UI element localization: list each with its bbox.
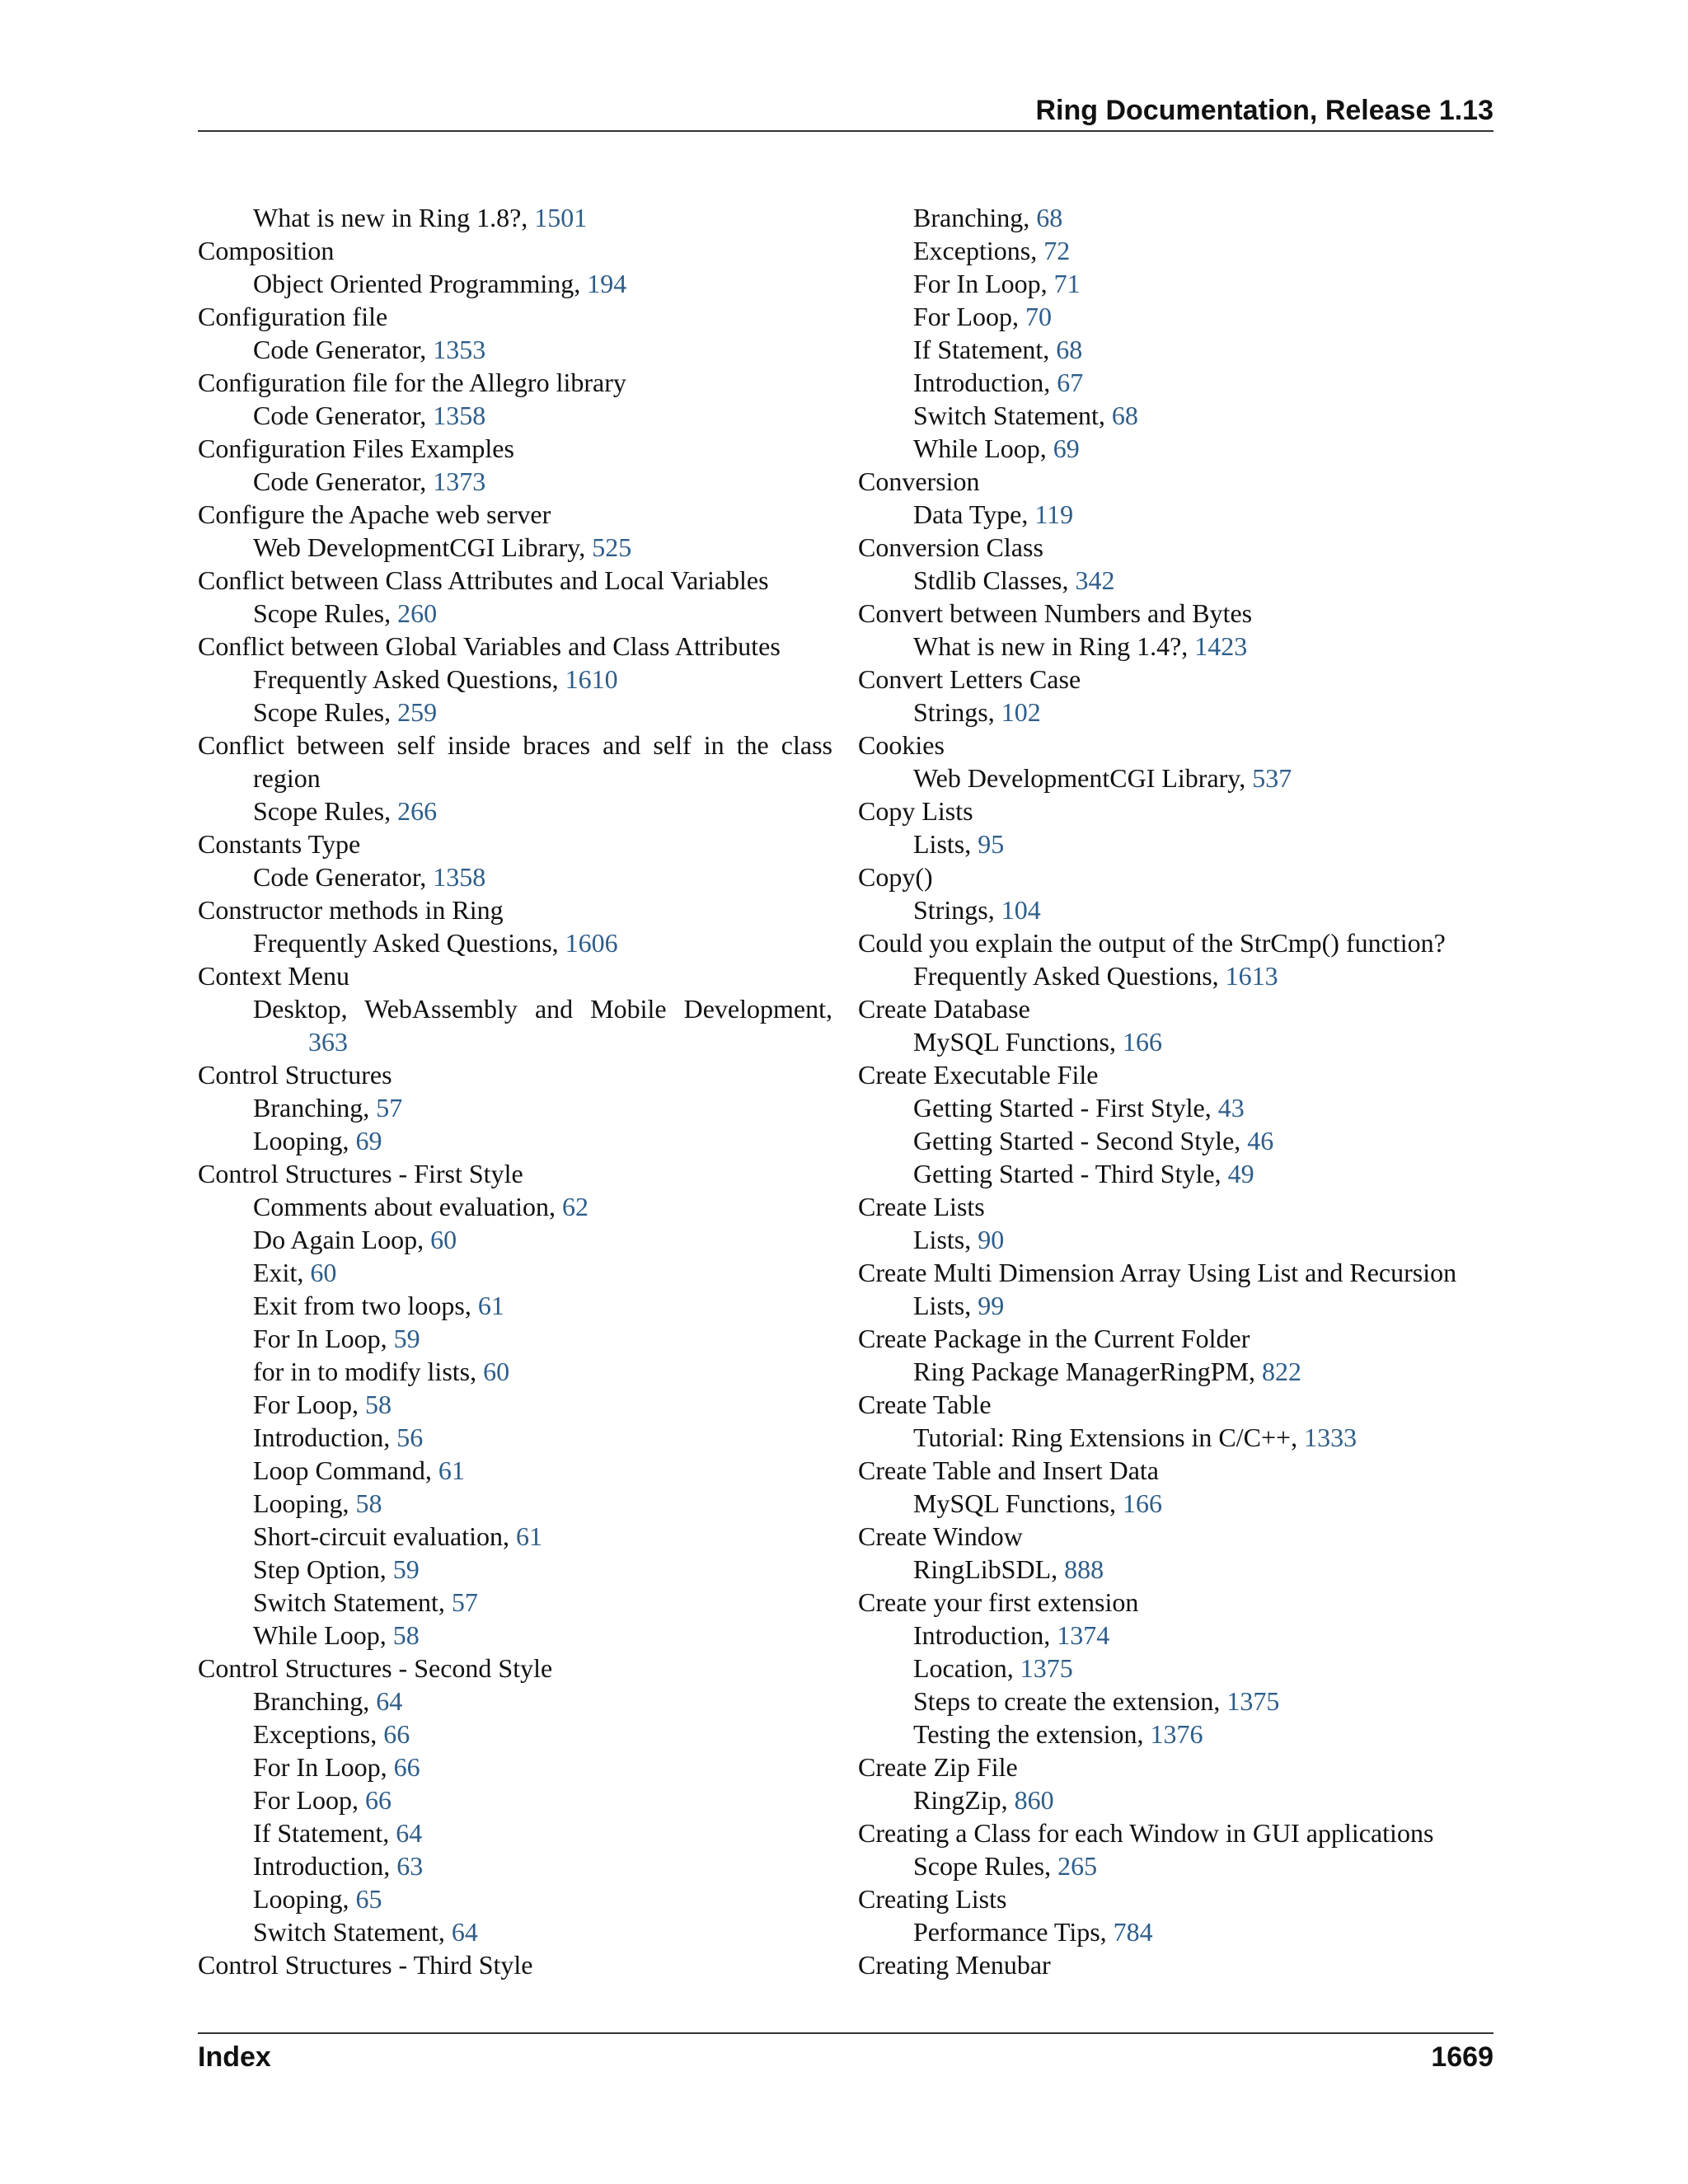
index-subentry-label: Web DevelopmentCGI Library, xyxy=(913,763,1253,793)
page-reference-link[interactable]: 64 xyxy=(376,1686,403,1716)
index-subentry xyxy=(198,1487,832,1520)
index-subentry-label: Looping, xyxy=(253,1884,356,1914)
index-subentry-label: Getting Started - First Style, xyxy=(913,1093,1218,1122)
page-reference-link[interactable]: 68 xyxy=(1036,203,1063,232)
index-term xyxy=(858,1058,1493,1091)
index-subentry xyxy=(198,1718,832,1750)
index-subentry xyxy=(858,762,1493,794)
index-subentry-label: Looping, xyxy=(253,1488,356,1518)
index-subentry xyxy=(198,597,832,630)
index-subentry xyxy=(198,794,832,827)
index-term-label: Composition xyxy=(198,236,335,265)
page-reference-link[interactable]: 66 xyxy=(383,1719,410,1749)
index-term-label: Create Executable File xyxy=(858,1060,1099,1090)
index-term-label: Constants Type xyxy=(198,829,361,859)
page-reference-link[interactable]: 56 xyxy=(396,1422,424,1452)
index-subentry-label: Ring Package ManagerRingPM, xyxy=(913,1357,1263,1386)
index-term-label: Constructor methods in Ring xyxy=(198,895,504,925)
index-subentry-label: RingZip, xyxy=(913,1785,1015,1815)
page-reference-link[interactable]: 65 xyxy=(355,1884,382,1914)
page-reference-link[interactable]: 59 xyxy=(393,1324,420,1353)
index-subentry xyxy=(858,1355,1493,1388)
index-term-label: Create Zip File xyxy=(858,1752,1018,1782)
index-subentry-label: For In Loop, xyxy=(253,1752,394,1782)
index-subentry-label: Scope Rules, xyxy=(253,598,398,628)
index-term-label: Control Structures - Second Style xyxy=(198,1653,553,1683)
index-subentry-label: Frequently Asked Questions, xyxy=(253,664,565,694)
index-term xyxy=(858,1388,1493,1421)
index-subentry xyxy=(198,926,832,959)
index-term xyxy=(198,1948,832,1981)
index-subentry xyxy=(198,1915,832,1948)
page-reference-link[interactable]: 60 xyxy=(430,1225,457,1254)
index-term xyxy=(858,992,1493,1025)
index-subentry-label: What is new in Ring 1.8?, xyxy=(253,203,535,232)
index-subentry-label: Getting Started - Second Style, xyxy=(913,1126,1248,1155)
page-reference-link[interactable]: 266 xyxy=(397,796,438,826)
index-subentry-label: For In Loop, xyxy=(913,269,1054,298)
page-reference-link[interactable]: 1610 xyxy=(565,664,618,694)
index-subentry-label: Stdlib Classes, xyxy=(913,565,1076,595)
index-subentry xyxy=(198,1619,832,1652)
index-subentry xyxy=(198,1783,832,1816)
index-term xyxy=(858,1586,1493,1619)
page-reference-link[interactable]: 58 xyxy=(392,1620,420,1650)
index-term-label: Create Package in the Current Folder xyxy=(858,1324,1250,1353)
index-subentry xyxy=(858,893,1493,926)
index-subentry xyxy=(858,1915,1493,1948)
page-reference-link[interactable]: 72 xyxy=(1043,236,1071,265)
index-subentry xyxy=(858,959,1493,992)
page-reference-link[interactable]: 68 xyxy=(1111,401,1138,430)
index-subentry xyxy=(858,1783,1493,1816)
index-term-label: Create Table xyxy=(858,1390,992,1419)
index-subentry xyxy=(198,1223,832,1256)
index-subentry-label: For Loop, xyxy=(913,302,1025,331)
index-subentry-label: Exceptions, xyxy=(913,236,1044,265)
index-term xyxy=(198,1157,832,1190)
page-reference-link[interactable]: 61 xyxy=(477,1291,504,1320)
index-term xyxy=(198,366,832,399)
index-subentry xyxy=(198,1454,832,1487)
page-reference-link[interactable]: 63 xyxy=(396,1851,424,1881)
index-term xyxy=(858,729,1493,762)
page-reference-link[interactable]: 166 xyxy=(1122,1027,1162,1057)
index-subentry-label: Strings, xyxy=(913,697,1001,727)
index-subentry xyxy=(198,201,832,234)
index-term-label: Creating Menubar xyxy=(858,1950,1051,1980)
index-term-label: Configure the Apache web server xyxy=(198,499,551,529)
index-term-label: Cookies xyxy=(858,730,945,760)
index-term-label: Create Table and Insert Data xyxy=(858,1455,1159,1485)
index-term-label: Copy() xyxy=(858,862,933,892)
index-subentry-label: Switch Statement, xyxy=(253,1587,452,1617)
index-subentry-label: Getting Started - Third Style, xyxy=(913,1159,1228,1188)
index-term xyxy=(858,1816,1493,1849)
index-subentry xyxy=(198,992,832,1058)
page-reference-link[interactable]: 194 xyxy=(587,269,627,298)
page-reference-link[interactable]: 260 xyxy=(397,598,438,628)
index-term-label: Context Menu xyxy=(198,961,349,991)
page-reference-link[interactable]: 1501 xyxy=(534,203,588,232)
index-subentry xyxy=(198,333,832,366)
page-reference-link[interactable]: 64 xyxy=(451,1917,478,1947)
page-reference-link[interactable]: 57 xyxy=(376,1093,403,1122)
index-subentry-label: MySQL Functions, xyxy=(913,1488,1123,1518)
index-subentry-label: Frequently Asked Questions, xyxy=(253,928,565,958)
index-subentry xyxy=(858,1289,1493,1322)
index-subentry-label: Branching, xyxy=(253,1686,377,1716)
index-subentry xyxy=(198,399,832,432)
page-reference-link[interactable]: 265 xyxy=(1057,1851,1098,1881)
index-subentry-label: Code Generator, xyxy=(253,862,434,892)
index-term xyxy=(198,564,832,597)
page-footer xyxy=(198,2032,1493,2083)
index-subentry xyxy=(858,1025,1493,1058)
index-term-label: Configuration Files Examples xyxy=(198,434,514,463)
index-subentry-label: While Loop, xyxy=(913,434,1053,463)
index-subentry-label: Code Generator, xyxy=(253,466,434,496)
index-term-label: Convert between Numbers and Bytes xyxy=(858,598,1253,628)
page-reference-link[interactable]: 58 xyxy=(365,1390,392,1419)
page-reference-link[interactable]: 60 xyxy=(310,1258,337,1287)
page-reference-link[interactable]: 69 xyxy=(1053,434,1080,463)
footer-section-title: Index xyxy=(198,2041,271,2073)
index-term-label: Conflict between self inside braces and self in the class region xyxy=(198,730,832,793)
index-term-label: Control Structures xyxy=(198,1060,392,1090)
index-term xyxy=(198,827,832,860)
page-reference-link[interactable]: 46 xyxy=(1247,1126,1274,1155)
index-subentry-label: Location, xyxy=(913,1653,1020,1683)
index-term-label: Creating a Class for each Window in GUI applications xyxy=(858,1818,1434,1848)
index-subentry xyxy=(858,498,1493,531)
index-subentry xyxy=(198,1322,832,1355)
page-reference-link[interactable]: 67 xyxy=(1057,368,1084,397)
index-subentry xyxy=(198,860,832,893)
index-term xyxy=(858,1454,1493,1487)
page-reference-link[interactable]: 59 xyxy=(392,1554,420,1584)
page-reference-link[interactable]: 57 xyxy=(451,1587,478,1617)
page-reference-link[interactable]: 537 xyxy=(1252,763,1292,793)
page-reference-link[interactable]: 1423 xyxy=(1194,631,1248,661)
index-subentry xyxy=(858,1421,1493,1454)
page-reference-link[interactable]: 860 xyxy=(1014,1785,1054,1815)
index-subentry-label: Lists, xyxy=(913,829,978,859)
index-subentry-label: For In Loop, xyxy=(253,1324,394,1353)
index-term xyxy=(198,959,832,992)
index-subentry xyxy=(198,1124,832,1157)
index-subentry xyxy=(198,696,832,729)
page-header xyxy=(198,92,1493,132)
index-term xyxy=(858,465,1493,498)
page-reference-link[interactable]: 363 xyxy=(308,1027,348,1057)
index-term-label: Conversion Class xyxy=(858,532,1043,562)
page-reference-link[interactable]: 61 xyxy=(516,1521,543,1551)
index-term-label: Create Database xyxy=(858,994,1030,1024)
index-term xyxy=(858,663,1493,696)
index-subentry xyxy=(198,1190,832,1223)
index-subentry xyxy=(198,1289,832,1322)
index-subentry xyxy=(858,564,1493,597)
page-reference-link[interactable]: 784 xyxy=(1113,1917,1153,1947)
page-reference-link[interactable]: 66 xyxy=(365,1785,392,1815)
index-subentry-label: Exceptions, xyxy=(253,1719,384,1749)
index-subentry-label: If Statement, xyxy=(253,1818,396,1848)
page-reference-link[interactable]: 1375 xyxy=(1020,1653,1073,1683)
index-subentry xyxy=(198,1256,832,1289)
page-reference-link[interactable]: 49 xyxy=(1227,1159,1254,1188)
index-subentry-label: Performance Tips, xyxy=(913,1917,1114,1947)
index-subentry xyxy=(198,1685,832,1718)
index-subentry xyxy=(858,201,1493,234)
page-reference-link[interactable]: 525 xyxy=(592,532,632,562)
index-subentry-label: For Loop, xyxy=(253,1390,365,1419)
index-subentry-label: Exit, xyxy=(253,1258,311,1287)
index-subentry xyxy=(858,234,1493,267)
index-subentry xyxy=(858,1849,1493,1882)
index-subentry-label: While Loop, xyxy=(253,1620,393,1650)
index-subentry xyxy=(198,1816,832,1849)
page-reference-link[interactable]: 102 xyxy=(1001,697,1041,727)
index-subentry xyxy=(858,399,1493,432)
index-subentry xyxy=(198,663,832,696)
index-term xyxy=(198,1058,832,1091)
page-reference-link[interactable]: 43 xyxy=(1217,1093,1245,1122)
index-term-label: Convert Letters Case xyxy=(858,664,1081,694)
index-subentry xyxy=(198,1849,832,1882)
index-term-label: Configuration file xyxy=(198,302,388,331)
page-reference-link[interactable]: 69 xyxy=(355,1126,382,1155)
page-reference-link[interactable]: 1613 xyxy=(1225,961,1278,991)
index-subentry-label: Lists, xyxy=(913,1291,978,1320)
page-reference-link[interactable]: 888 xyxy=(1064,1554,1104,1584)
page-reference-link[interactable]: 342 xyxy=(1075,565,1115,595)
index-term-label: Control Structures - Third Style xyxy=(198,1950,533,1980)
index-term xyxy=(858,794,1493,827)
index-subentry-label: Branching, xyxy=(913,203,1037,232)
index-subentry-label: Strings, xyxy=(913,895,1001,925)
page-reference-link[interactable]: 70 xyxy=(1025,302,1052,331)
index-subentry xyxy=(858,1652,1493,1685)
index-subentry-label: Scope Rules, xyxy=(913,1851,1058,1881)
index-subentry-label: Introduction, xyxy=(253,1422,397,1452)
page-reference-link[interactable]: 119 xyxy=(1034,499,1074,529)
index-term xyxy=(858,860,1493,893)
index-subentry xyxy=(858,1487,1493,1520)
index-subentry xyxy=(858,300,1493,333)
index-term-label: Conversion xyxy=(858,466,980,496)
index-subentry xyxy=(858,630,1493,663)
index-term xyxy=(858,926,1493,959)
page-reference-link[interactable]: 58 xyxy=(355,1488,382,1518)
index-subentry-label: Tutorial: Ring Extensions in C/C++, xyxy=(913,1422,1305,1452)
index-subentry-label: Loop Command, xyxy=(253,1455,438,1485)
index-term xyxy=(198,498,832,531)
index-subentry xyxy=(198,1355,832,1388)
index-subentry-label: Scope Rules, xyxy=(253,697,398,727)
index-subentry-label: What is new in Ring 1.4?, xyxy=(913,631,1195,661)
index-subentry-label: Introduction, xyxy=(913,1620,1057,1650)
index-subentry xyxy=(198,465,832,498)
index-term-label: Control Structures - First Style xyxy=(198,1159,523,1188)
page-reference-link[interactable]: 99 xyxy=(978,1291,1005,1320)
index-subentry xyxy=(198,1388,832,1421)
page-reference-link[interactable]: 64 xyxy=(396,1818,423,1848)
index-subentry xyxy=(858,1619,1493,1652)
index-subentry-label: Frequently Asked Questions, xyxy=(913,961,1226,991)
index-subentry-label: MySQL Functions, xyxy=(913,1027,1123,1057)
index-subentry xyxy=(198,1750,832,1783)
index-subentry-label: If Statement, xyxy=(913,335,1057,364)
page-reference-link[interactable]: 66 xyxy=(393,1752,420,1782)
index-subentry xyxy=(858,696,1493,729)
page-reference-link[interactable]: 1353 xyxy=(433,335,486,364)
index-subentry-label: RingLibSDL, xyxy=(913,1554,1065,1584)
index-subentry-label: Lists, xyxy=(913,1225,978,1254)
page-reference-link[interactable]: 1333 xyxy=(1304,1422,1357,1452)
index-term xyxy=(858,1948,1493,1981)
index-subentry xyxy=(858,366,1493,399)
index-subentry-label: For Loop, xyxy=(253,1785,365,1815)
index-term xyxy=(858,1882,1493,1915)
index-term xyxy=(198,729,832,794)
page-reference-link[interactable]: 1358 xyxy=(433,401,486,430)
index-subentry-label: Data Type, xyxy=(913,499,1035,529)
page-reference-link[interactable]: 61 xyxy=(438,1455,465,1485)
index-subentry-label: Looping, xyxy=(253,1126,356,1155)
index-subentry xyxy=(198,1091,832,1124)
index-term-label: Creating Lists xyxy=(858,1884,1007,1914)
index-subentry-label: Comments about evaluation, xyxy=(253,1192,563,1221)
index-subentry xyxy=(198,267,832,300)
index-term xyxy=(858,1750,1493,1783)
index-subentry-label: Web DevelopmentCGI Library, xyxy=(253,532,593,562)
index-term-label: Could you explain the output of the StrCmp() function? xyxy=(858,928,1446,958)
page-reference-link[interactable]: 1376 xyxy=(1150,1719,1203,1749)
index-subentry xyxy=(858,1157,1493,1190)
index-subentry xyxy=(198,1520,832,1553)
index-subentry xyxy=(858,827,1493,860)
index-subentry xyxy=(858,1553,1493,1586)
index-term xyxy=(858,531,1493,564)
index-subentry-label: Switch Statement, xyxy=(913,401,1112,430)
index-subentry-label: Introduction, xyxy=(253,1851,397,1881)
index-term xyxy=(198,893,832,926)
index-subentry-label: Steps to create the extension, xyxy=(913,1686,1227,1716)
document-title: Ring Documentation, Release 1.13 xyxy=(1035,95,1493,126)
index-term xyxy=(198,1652,832,1685)
index-subentry-label: Short-circuit evaluation, xyxy=(253,1521,517,1551)
index-term xyxy=(198,630,832,663)
index-column-left xyxy=(198,201,832,1981)
index-subentry xyxy=(198,531,832,564)
index-subentry xyxy=(198,1553,832,1586)
index-subentry xyxy=(858,333,1493,366)
index-subentry xyxy=(198,1586,832,1619)
index-term xyxy=(198,432,832,465)
index-term-label: Configuration file for the Allegro library xyxy=(198,368,626,397)
index-subentry-label: Step Option, xyxy=(253,1554,393,1584)
index-term-label: Copy Lists xyxy=(858,796,973,826)
index-subentry xyxy=(858,1685,1493,1718)
index-term-label: Conflict between Global Variables and Class Attributes xyxy=(198,631,781,661)
page-reference-link[interactable]: 1374 xyxy=(1057,1620,1110,1650)
index-term xyxy=(858,1322,1493,1355)
index-term xyxy=(198,300,832,333)
page-reference-link[interactable]: 71 xyxy=(1053,269,1081,298)
index-term xyxy=(858,1190,1493,1223)
page-number: 1669 xyxy=(1431,2041,1493,2073)
index-term-label: Create Window xyxy=(858,1521,1023,1551)
index-subentry xyxy=(198,1882,832,1915)
index-subentry-label: Desktop, WebAssembly and Mobile Development, xyxy=(253,994,832,1024)
index-term-label: Create Lists xyxy=(858,1192,985,1221)
page-reference-link[interactable]: 259 xyxy=(397,697,438,727)
page-reference-link[interactable]: 1358 xyxy=(433,862,486,892)
index-term xyxy=(858,1520,1493,1553)
index-subentry-label: Introduction, xyxy=(913,368,1057,397)
page-reference-link[interactable]: 90 xyxy=(978,1225,1005,1254)
index-subentry-label: Exit from two loops, xyxy=(253,1291,478,1320)
index-subentry xyxy=(858,267,1493,300)
index-term-label: Create Multi Dimension Array Using List and Recursion xyxy=(858,1258,1457,1287)
index-subentry-label: Switch Statement, xyxy=(253,1917,452,1947)
index-term xyxy=(198,234,832,267)
index-column-right xyxy=(858,201,1493,1981)
index-subentry-label: Object Oriented Programming, xyxy=(253,269,588,298)
page-reference-link[interactable]: 1375 xyxy=(1226,1686,1280,1716)
index-term xyxy=(858,597,1493,630)
index-subentry xyxy=(858,1718,1493,1750)
index-subentry-label: Testing the extension, xyxy=(913,1719,1151,1749)
index-term-label: Conflict between Class Attributes and Local Variables xyxy=(198,565,769,595)
index-subentry-label: Scope Rules, xyxy=(253,796,398,826)
page-reference-link[interactable]: 60 xyxy=(483,1357,510,1386)
index-subentry-label: for in to modify lists, xyxy=(253,1357,484,1386)
page-reference-link[interactable]: 166 xyxy=(1122,1488,1162,1518)
index-term xyxy=(858,1256,1493,1289)
page-reference-link[interactable]: 104 xyxy=(1001,895,1041,925)
index-subentry xyxy=(858,1091,1493,1124)
page-reference-link[interactable]: 822 xyxy=(1262,1357,1302,1386)
index-subentry-label: Code Generator, xyxy=(253,335,434,364)
index-subentry xyxy=(858,432,1493,465)
index-term-label: Create your first extension xyxy=(858,1587,1139,1617)
index-subentry xyxy=(198,1421,832,1454)
page-reference-link[interactable]: 68 xyxy=(1056,335,1083,364)
page-reference-link[interactable]: 95 xyxy=(978,829,1005,859)
page-reference-link[interactable]: 1373 xyxy=(433,466,486,496)
index-subentry xyxy=(858,1223,1493,1256)
index-subentry-label: Code Generator, xyxy=(253,401,434,430)
page-reference-link[interactable]: 62 xyxy=(562,1192,589,1221)
index-subentry xyxy=(858,1124,1493,1157)
index-subentry-label: Do Again Loop, xyxy=(253,1225,431,1254)
page-reference-link[interactable]: 1606 xyxy=(565,928,618,958)
index-subentry-label: Branching, xyxy=(253,1093,377,1122)
